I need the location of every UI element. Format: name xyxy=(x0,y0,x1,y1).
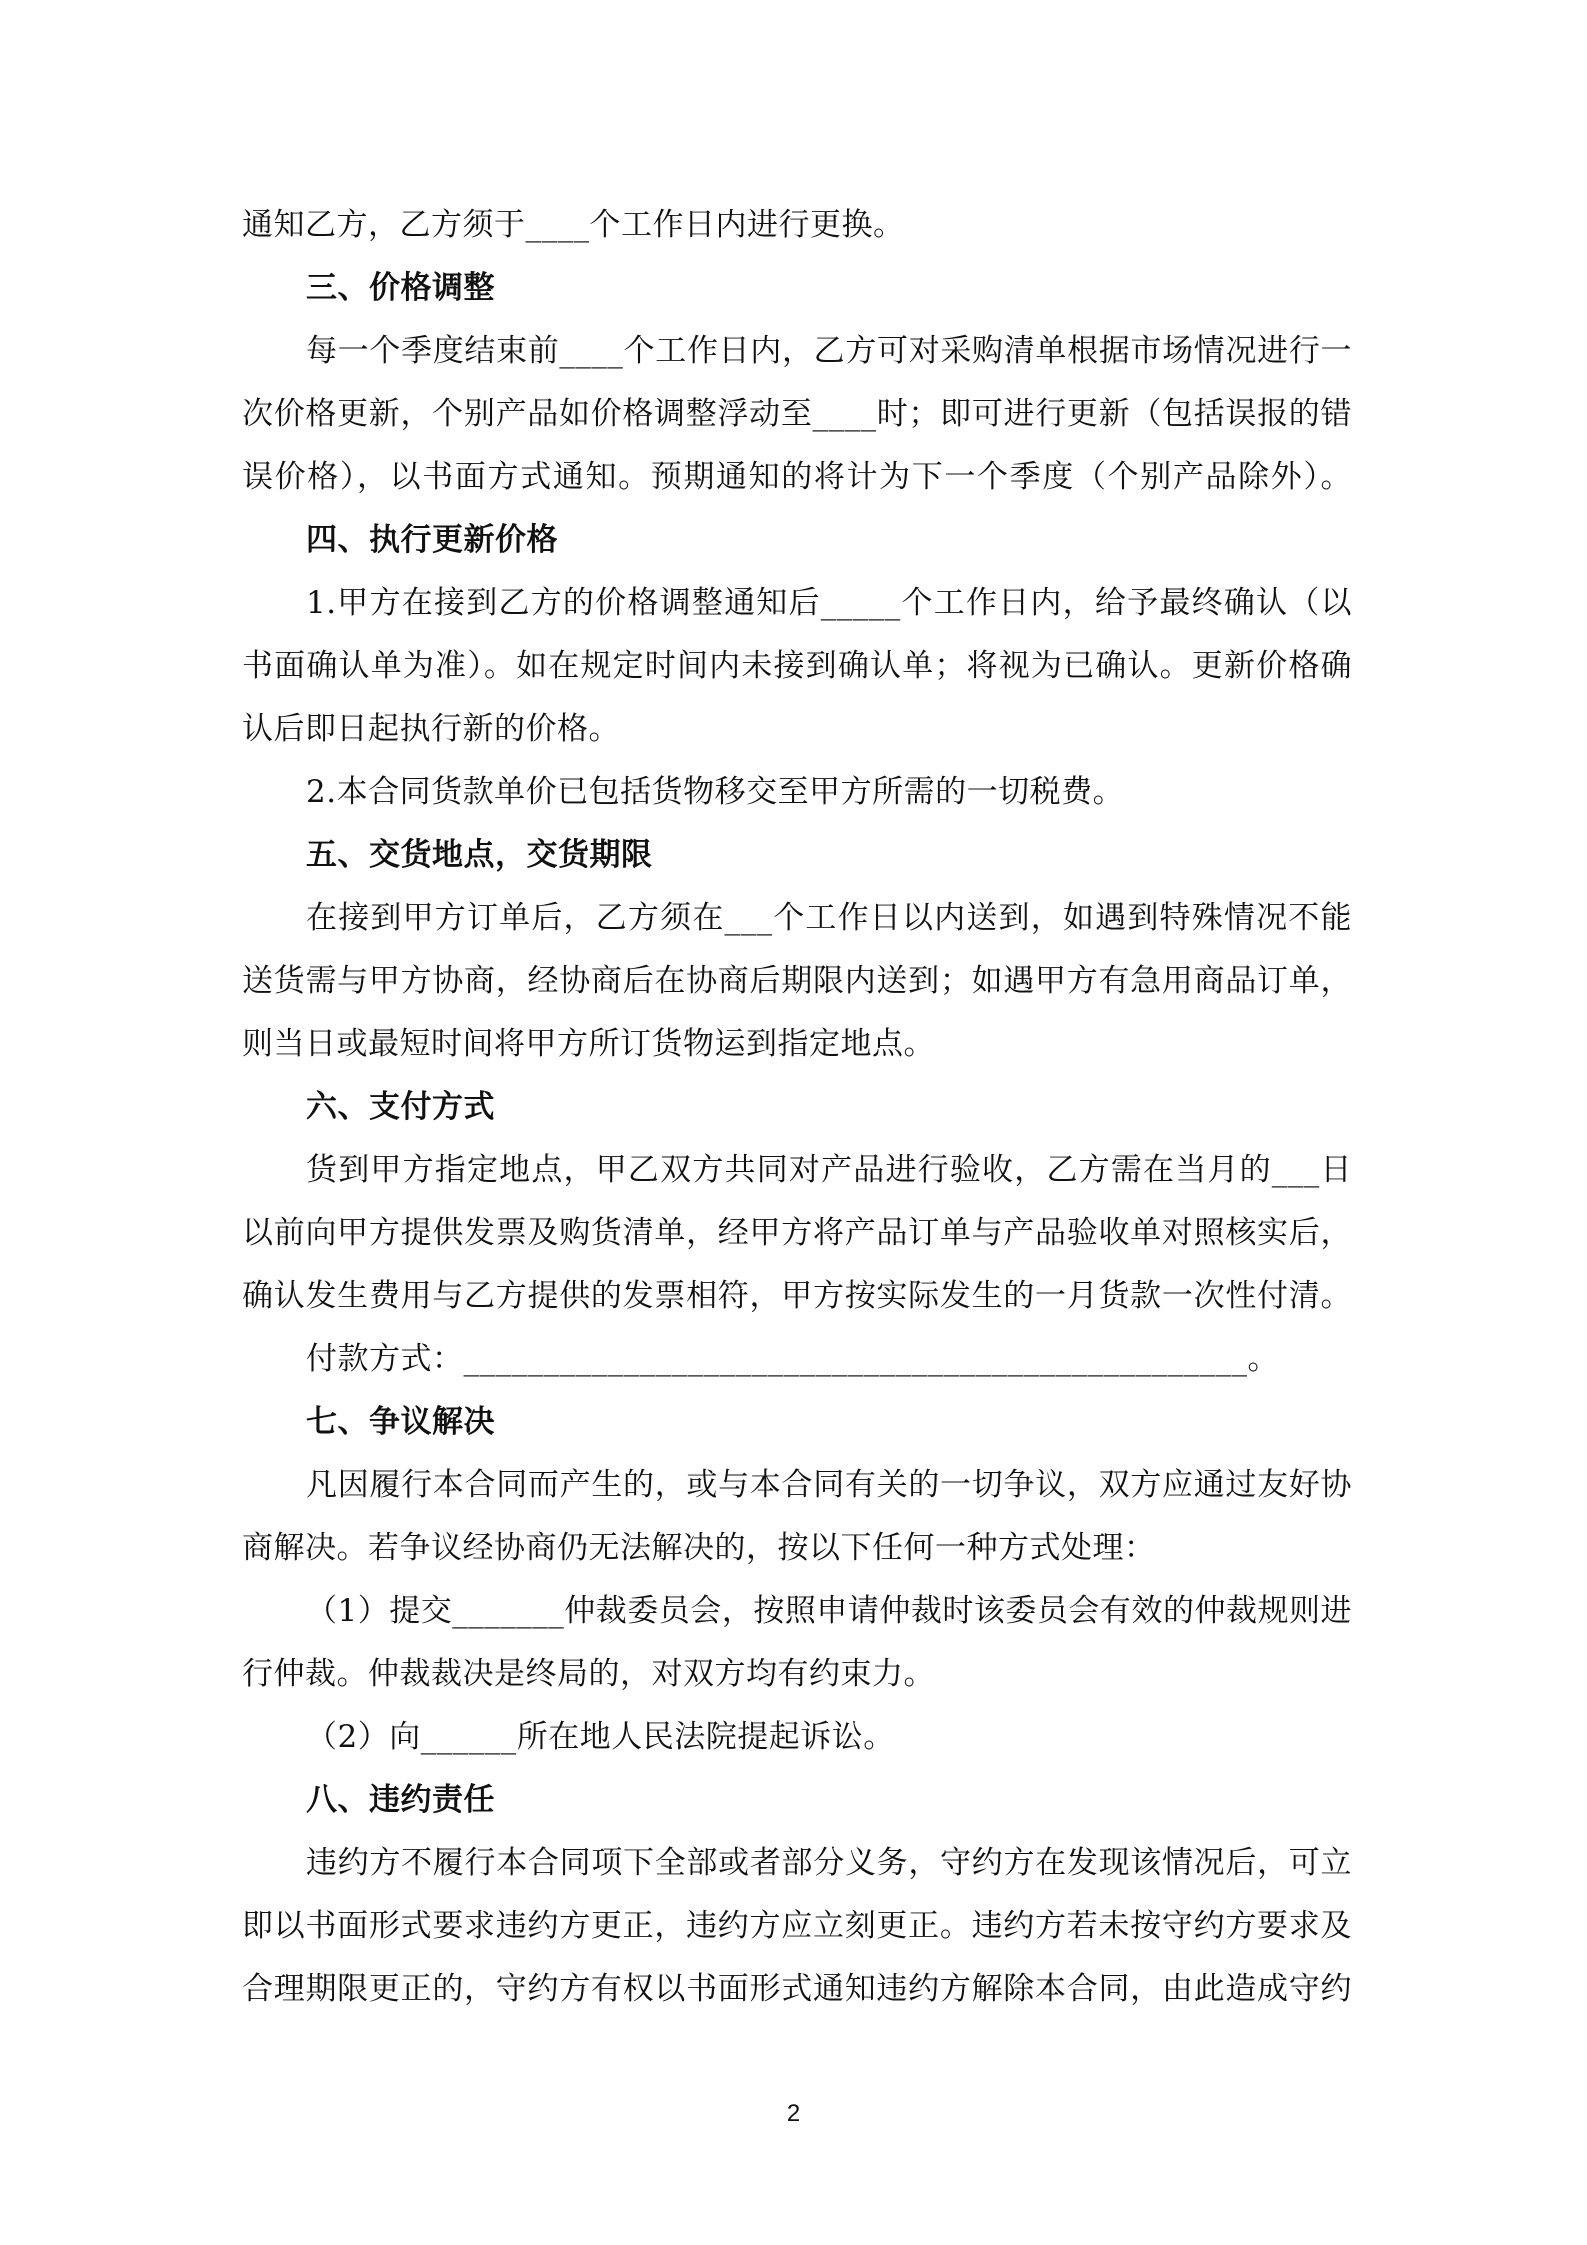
page-number: 2 xyxy=(786,2100,801,2127)
paragraph-line: 以前向甲方提供发票及购货清单，经甲方将产品订单与产品验收单对照核实后， xyxy=(242,1215,1352,1251)
paragraph-line: 凡因履行本合同而产生的，或与本合同有关的一切争议，双方应通过友好协 xyxy=(306,1467,1352,1503)
paragraph-line: 2.本合同货款单价已包括货物移交至甲方所需的一切税费。 xyxy=(306,774,1125,810)
section-heading: 五、交货地点，交货期限 xyxy=(306,837,653,873)
paragraph-line: 书面确认单为准）。如在规定时间内未接到确认单；将视为已确认。更新价格确 xyxy=(242,648,1352,684)
paragraph-line: 在接到甲方订单后，乙方须在___个工作日以内送到，如遇到特殊情况不能 xyxy=(306,900,1352,936)
paragraph-line: 次价格更新，个别产品如价格调整浮动至____时；即可进行更新（包括误报的错 xyxy=(242,396,1352,432)
paragraph-line: 送货需与甲方协商，经协商后在协商后期限内送到；如遇甲方有急用商品订单， xyxy=(242,963,1352,999)
paragraph-line: 即以书面形式要求违约方更正，违约方应立刻更正。违约方若未按守约方要求及 xyxy=(242,1908,1352,1944)
paragraph-line: 误价格），以书面方式通知。预期通知的将计为下一个季度（个别产品除外）。 xyxy=(242,459,1352,495)
paragraph-line: 合理期限更正的，守约方有权以书面形式通知违约方解除本合同，由此造成守约 xyxy=(242,1971,1352,2007)
section-heading: 七、争议解决 xyxy=(306,1404,495,1440)
section-heading: 六、支付方式 xyxy=(306,1089,495,1125)
paragraph-line: 每一个季度结束前____个工作日内，乙方可对采购清单根据市场情况进行一 xyxy=(306,333,1352,369)
paragraph-line: 确认发生费用与乙方提供的发票相符，甲方按实际发生的一月货款一次性付清。 xyxy=(242,1278,1352,1314)
section-heading: 八、违约责任 xyxy=(306,1782,495,1818)
paragraph-line: 认后即日起执行新的价格。 xyxy=(242,711,620,747)
payment-method-line: 付款方式：_________________________________________________。 xyxy=(306,1341,1279,1377)
paragraph-line: 则当日或最短时间将甲方所订货物运到指定地点。 xyxy=(242,1026,935,1062)
paragraph-line: 商解决。若争议经协商仍无法解决的，按以下任何一种方式处理： xyxy=(242,1530,1156,1566)
paragraph-line: 1.甲方在接到乙方的价格调整通知后_____个工作日内，给予最终确认（以 xyxy=(306,585,1352,621)
section-heading: 三、价格调整 xyxy=(306,270,495,306)
paragraph-line: （2）向______所在地人民法院提起诉讼。 xyxy=(306,1719,895,1755)
paragraph-line: 通知乙方，乙方须于____个工作日内进行更换。 xyxy=(242,207,905,243)
paragraph-line: 违约方不履行本合同项下全部或者部分义务，守约方在发现该情况后，可立 xyxy=(306,1845,1352,1881)
paragraph-line: （1）提交_______仲裁委员会，按照申请仲裁时该委员会有效的仲裁规则进 xyxy=(306,1593,1352,1629)
section-heading: 四、执行更新价格 xyxy=(306,522,558,558)
paragraph-line: 货到甲方指定地点，甲乙双方共同对产品进行验收，乙方需在当月的___日 xyxy=(306,1152,1352,1188)
paragraph-line: 行仲裁。仲裁裁决是终局的，对双方均有约束力。 xyxy=(242,1656,935,1692)
